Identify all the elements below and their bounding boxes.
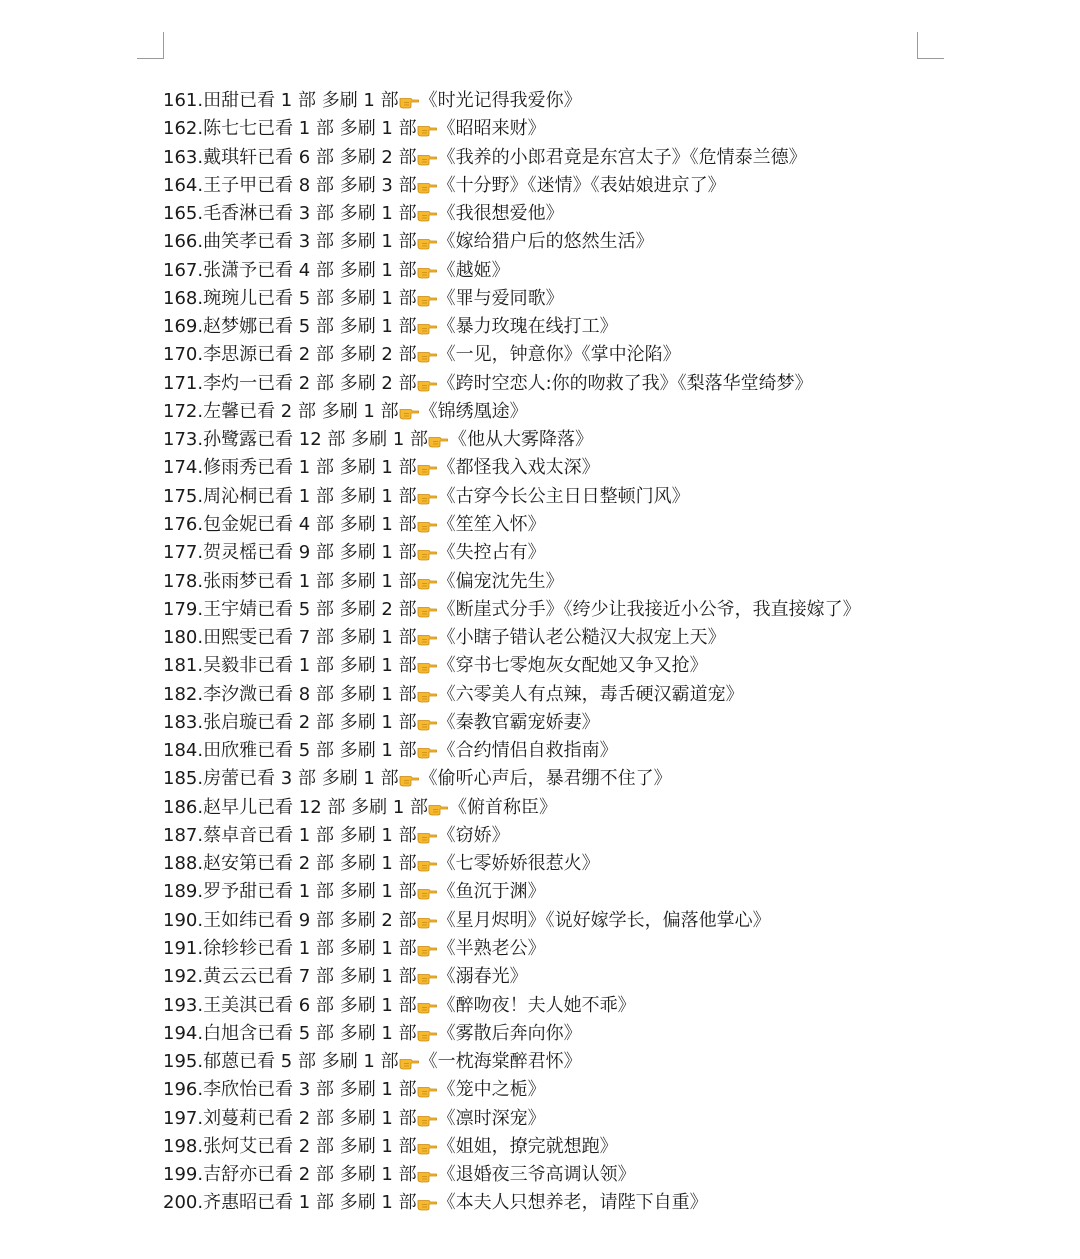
pointing-right-hand-icon bbox=[417, 115, 438, 143]
list-item bbox=[163, 313, 1063, 341]
list-item bbox=[163, 172, 1063, 200]
list-item bbox=[163, 511, 1063, 539]
entry-titles: 《半熟老公》 bbox=[437, 937, 546, 959]
page-corner-mark-right bbox=[917, 32, 944, 59]
entry-head: 163.戴琪轩已看 6 部 多刷 2 部 bbox=[163, 146, 417, 168]
list-item bbox=[163, 144, 1063, 172]
pointing-right-hand-icon bbox=[417, 1076, 438, 1104]
entry-titles: 《合约情侣自救指南》 bbox=[437, 740, 618, 762]
entry-head: 182.李汐溦已看 8 部 多刷 1 部 bbox=[163, 683, 417, 705]
pointing-right-hand-icon bbox=[417, 285, 438, 313]
entry-titles: 《越姬》 bbox=[437, 259, 510, 281]
pointing-right-hand-icon bbox=[417, 850, 438, 878]
list-item bbox=[163, 681, 1063, 709]
list-item bbox=[163, 737, 1063, 765]
pointing-right-hand-icon bbox=[417, 1105, 438, 1133]
list-item bbox=[163, 1189, 1063, 1217]
entry-titles: 《十分野》《迷情》《表姑娘进京了》 bbox=[437, 174, 726, 196]
entry-titles: 《锦绣凰途》 bbox=[419, 400, 528, 422]
list-item bbox=[163, 341, 1063, 369]
entry-head: 170.李思源已看 2 部 多刷 2 部 bbox=[163, 344, 417, 366]
entry-titles: 《姐姐，撩完就想跑》 bbox=[437, 1135, 618, 1157]
entry-head: 173.孙鹭露已看 12 部 多刷 1 部 bbox=[163, 429, 429, 451]
list-item bbox=[163, 200, 1063, 228]
pointing-right-hand-icon bbox=[417, 341, 438, 369]
entry-titles: 《我养的小郎君竟是东宫太子》《危情泰兰德》 bbox=[437, 146, 807, 168]
entry-titles: 《本夫人只想养老，请陛下自重》 bbox=[437, 1192, 708, 1214]
entry-titles: 《都怪我入戏太深》 bbox=[437, 457, 600, 479]
entry-titles: 《我很想爱他》 bbox=[437, 203, 564, 225]
entry-titles: 《昭昭来财》 bbox=[437, 118, 546, 140]
entry-head: 179.王宇婧已看 5 部 多刷 2 部 bbox=[163, 598, 417, 620]
list-item bbox=[163, 624, 1063, 652]
entry-head: 169.赵梦娜已看 5 部 多刷 1 部 bbox=[163, 316, 417, 338]
list-item bbox=[163, 370, 1063, 398]
page-corner-mark-left bbox=[137, 32, 164, 59]
list-item bbox=[163, 454, 1063, 482]
list-item bbox=[163, 87, 1063, 115]
entry-head: 171.李灼一已看 2 部 多刷 2 部 bbox=[163, 372, 417, 394]
entry-head: 185.房蕾已看 3 部 多刷 1 部 bbox=[163, 768, 399, 790]
entry-titles: 《跨时空恋人:你的吻救了我》《梨落华堂绮梦》 bbox=[437, 372, 813, 394]
list-item bbox=[163, 426, 1063, 454]
entry-head: 172.左馨已看 2 部 多刷 1 部 bbox=[163, 400, 399, 422]
list-item bbox=[163, 878, 1063, 906]
pointing-right-hand-icon bbox=[417, 596, 438, 624]
list-item bbox=[163, 992, 1063, 1020]
pointing-right-hand-icon bbox=[417, 200, 438, 228]
pointing-right-hand-icon bbox=[417, 539, 438, 567]
entry-head: 164.王子甲已看 8 部 多刷 3 部 bbox=[163, 174, 417, 196]
entry-titles: 《古穿今长公主日日整顿门风》 bbox=[437, 485, 690, 507]
pointing-right-hand-icon bbox=[417, 737, 438, 765]
entry-titles: 《俯首称臣》 bbox=[449, 796, 558, 818]
entry-titles: 《六零美人有点辣，毒舌硬汉霸道宠》 bbox=[437, 683, 744, 705]
entry-head: 196.李欣怡已看 3 部 多刷 1 部 bbox=[163, 1079, 417, 1101]
pointing-right-hand-icon bbox=[417, 681, 438, 709]
entry-head: 190.王如纬已看 9 部 多刷 2 部 bbox=[163, 909, 417, 931]
pointing-right-hand-icon bbox=[417, 1133, 438, 1161]
list-item bbox=[163, 963, 1063, 991]
entry-head: 198.张炣艾已看 2 部 多刷 1 部 bbox=[163, 1135, 417, 1157]
pointing-right-hand-icon bbox=[399, 1048, 420, 1076]
pointing-right-hand-icon bbox=[417, 172, 438, 200]
pointing-right-hand-icon bbox=[417, 454, 438, 482]
entry-head: 161.田甜已看 1 部 多刷 1 部 bbox=[163, 90, 399, 111]
list-item bbox=[163, 794, 1063, 822]
list-item bbox=[163, 1048, 1063, 1076]
list-item bbox=[163, 115, 1063, 143]
entry-titles: 《溺春光》 bbox=[437, 966, 528, 988]
pointing-right-hand-icon bbox=[428, 794, 449, 822]
entry-list bbox=[163, 87, 1063, 1218]
entry-head: 191.徐轸轸已看 1 部 多刷 1 部 bbox=[163, 937, 417, 959]
entry-head: 188.赵安第已看 2 部 多刷 1 部 bbox=[163, 853, 417, 875]
entry-titles: 《偷听心声后，暴君绷不住了》 bbox=[419, 768, 672, 790]
entry-head: 181.吴毅非已看 1 部 多刷 1 部 bbox=[163, 655, 417, 677]
entry-head: 195.郁蒽已看 5 部 多刷 1 部 bbox=[163, 1051, 399, 1073]
pointing-right-hand-icon bbox=[417, 483, 438, 511]
entry-head: 180.田熙雯已看 7 部 多刷 1 部 bbox=[163, 627, 417, 649]
entry-titles: 《穿书七零炮灰女配她又争又抢》 bbox=[437, 655, 708, 677]
entry-titles: 《时光记得我爱你》 bbox=[419, 90, 582, 111]
entry-titles: 《一枕海棠醉君怀》 bbox=[419, 1051, 582, 1073]
entry-head: 165.毛香淋已看 3 部 多刷 1 部 bbox=[163, 203, 417, 225]
entry-titles: 《嫁给猎户后的悠然生活》 bbox=[437, 231, 654, 253]
entry-head: 187.蔡卓音已看 1 部 多刷 1 部 bbox=[163, 824, 417, 846]
pointing-right-hand-icon bbox=[417, 709, 438, 737]
entry-head: 177.贺灵榣已看 9 部 多刷 1 部 bbox=[163, 542, 417, 564]
entry-head: 178.张雨梦已看 1 部 多刷 1 部 bbox=[163, 570, 417, 592]
list-item bbox=[163, 398, 1063, 426]
pointing-right-hand-icon bbox=[399, 87, 420, 115]
pointing-right-hand-icon bbox=[417, 228, 438, 256]
entry-titles: 《一见，钟意你》《掌中沦陷》 bbox=[437, 344, 681, 366]
entry-titles: 《断崖式分手》《绔少让我接近小公爷，我直接嫁了》 bbox=[437, 598, 861, 620]
entry-head: 197.刘蔓莉已看 2 部 多刷 1 部 bbox=[163, 1107, 417, 1129]
entry-titles: 《偏宠沈先生》 bbox=[437, 570, 564, 592]
list-item bbox=[163, 1076, 1063, 1104]
pointing-right-hand-icon bbox=[417, 144, 438, 172]
entry-titles: 《七零娇娇很惹火》 bbox=[437, 853, 600, 875]
entry-head: 199.吉舒亦已看 2 部 多刷 1 部 bbox=[163, 1164, 417, 1186]
pointing-right-hand-icon bbox=[417, 935, 438, 963]
pointing-right-hand-icon bbox=[417, 370, 438, 398]
entry-titles: 《小瞎子错认老公糙汉大叔宠上天》 bbox=[437, 627, 726, 649]
pointing-right-hand-icon bbox=[428, 426, 449, 454]
list-item bbox=[163, 285, 1063, 313]
list-item bbox=[163, 1105, 1063, 1133]
list-item bbox=[163, 907, 1063, 935]
entry-head: 193.王美淇已看 6 部 多刷 1 部 bbox=[163, 994, 417, 1016]
pointing-right-hand-icon bbox=[417, 511, 438, 539]
entry-titles: 《罪与爱同歌》 bbox=[437, 287, 564, 309]
entry-head: 168.琬琬儿已看 5 部 多刷 1 部 bbox=[163, 287, 417, 309]
list-item bbox=[163, 822, 1063, 850]
pointing-right-hand-icon bbox=[417, 1020, 438, 1048]
entry-titles: 《凛时深宠》 bbox=[437, 1107, 546, 1129]
list-item bbox=[163, 1020, 1063, 1048]
entry-titles: 《雾散后奔向你》 bbox=[437, 1022, 582, 1044]
pointing-right-hand-icon bbox=[417, 624, 438, 652]
entry-titles: 《窃娇》 bbox=[437, 824, 510, 846]
list-item bbox=[163, 257, 1063, 285]
list-item bbox=[163, 709, 1063, 737]
list-item bbox=[163, 228, 1063, 256]
entry-titles: 《鱼沉于渊》 bbox=[437, 881, 546, 903]
entry-head: 189.罗予甜已看 1 部 多刷 1 部 bbox=[163, 881, 417, 903]
entry-titles: 《星月烬明》《说好嫁学长，偏落他掌心》 bbox=[437, 909, 771, 931]
list-item bbox=[163, 765, 1063, 793]
pointing-right-hand-icon bbox=[417, 257, 438, 285]
list-item bbox=[163, 1133, 1063, 1161]
entry-titles: 《退婚夜三爷高调认领》 bbox=[437, 1164, 636, 1186]
pointing-right-hand-icon bbox=[399, 765, 420, 793]
entry-titles: 《暴力玫瑰在线打工》 bbox=[437, 316, 618, 338]
pointing-right-hand-icon bbox=[417, 568, 438, 596]
entry-head: 194.白旭含已看 5 部 多刷 1 部 bbox=[163, 1022, 417, 1044]
pointing-right-hand-icon bbox=[417, 313, 438, 341]
entry-titles: 《醉吻夜！夫人她不乖》 bbox=[437, 994, 636, 1016]
pointing-right-hand-icon bbox=[417, 963, 438, 991]
entry-titles: 《秦教官霸宠娇妻》 bbox=[437, 711, 600, 733]
pointing-right-hand-icon bbox=[417, 652, 438, 680]
entry-head: 192.黄云云已看 7 部 多刷 1 部 bbox=[163, 966, 417, 988]
entry-head: 183.张启璇已看 2 部 多刷 1 部 bbox=[163, 711, 417, 733]
entry-titles: 《笼中之栀》 bbox=[437, 1079, 546, 1101]
entry-head: 200.齐惠昭已看 1 部 多刷 1 部 bbox=[163, 1192, 417, 1214]
list-item bbox=[163, 935, 1063, 963]
pointing-right-hand-icon bbox=[399, 398, 420, 426]
list-item bbox=[163, 568, 1063, 596]
pointing-right-hand-icon bbox=[417, 992, 438, 1020]
pointing-right-hand-icon bbox=[417, 907, 438, 935]
entry-head: 184.田欣雅已看 5 部 多刷 1 部 bbox=[163, 740, 417, 762]
pointing-right-hand-icon bbox=[417, 1161, 438, 1189]
pointing-right-hand-icon bbox=[417, 822, 438, 850]
list-item bbox=[163, 652, 1063, 680]
entry-titles: 《笙笙入怀》 bbox=[437, 513, 546, 535]
list-item bbox=[163, 850, 1063, 878]
list-item bbox=[163, 596, 1063, 624]
entry-head: 176.包金妮已看 4 部 多刷 1 部 bbox=[163, 513, 417, 535]
entry-head: 166.曲笑孝已看 3 部 多刷 1 部 bbox=[163, 231, 417, 253]
entry-titles: 《他从大雾降落》 bbox=[449, 429, 594, 451]
pointing-right-hand-icon bbox=[417, 878, 438, 906]
entry-titles: 《失控占有》 bbox=[437, 542, 546, 564]
entry-head: 174.修雨秀已看 1 部 多刷 1 部 bbox=[163, 457, 417, 479]
list-item bbox=[163, 539, 1063, 567]
entry-head: 175.周沁桐已看 1 部 多刷 1 部 bbox=[163, 485, 417, 507]
list-item bbox=[163, 483, 1063, 511]
pointing-right-hand-icon bbox=[417, 1189, 438, 1217]
list-item bbox=[163, 1161, 1063, 1189]
entry-head: 167.张潇予已看 4 部 多刷 1 部 bbox=[163, 259, 417, 281]
entry-head: 186.赵早儿已看 12 部 多刷 1 部 bbox=[163, 796, 429, 818]
entry-head: 162.陈七七已看 1 部 多刷 1 部 bbox=[163, 118, 417, 140]
